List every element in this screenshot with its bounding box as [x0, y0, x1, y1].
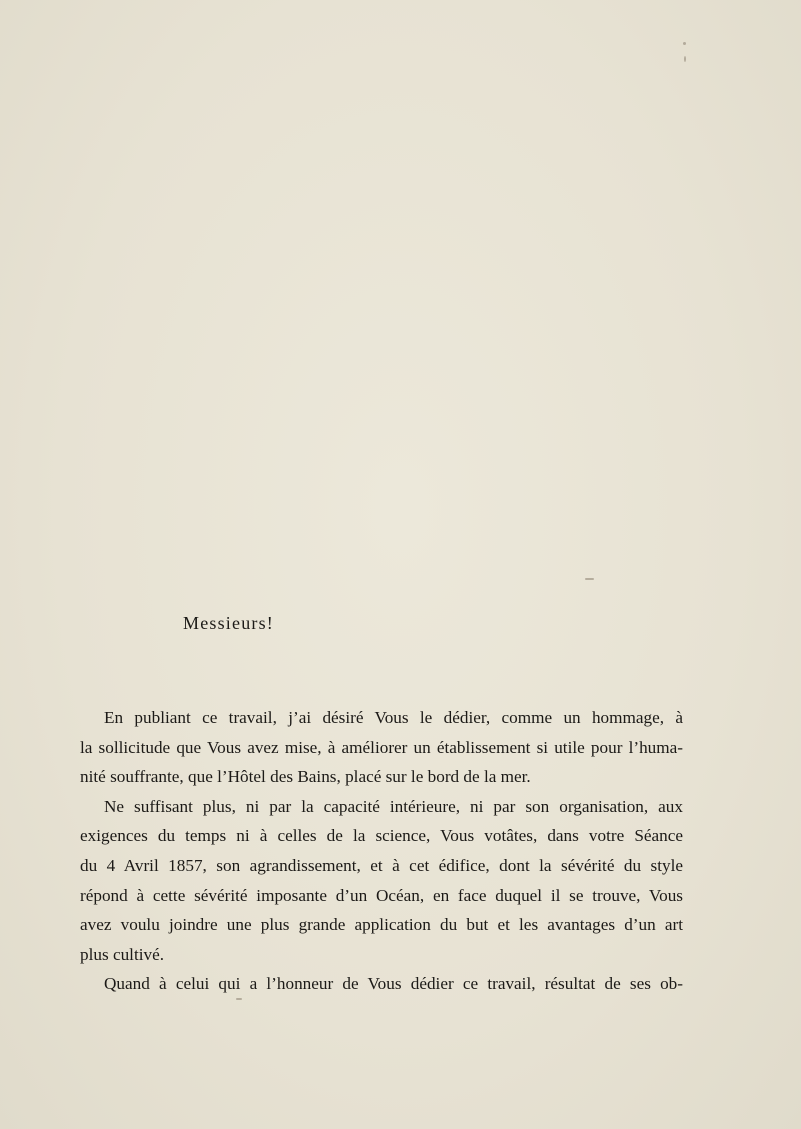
paper-speck — [684, 56, 686, 62]
body-line: En publiant ce travail, j’ai désiré Vous le dédier, comme un hommage, à — [104, 708, 683, 727]
body-line: du 4 Avril 1857, son agrandissement, et à cet édifice, dont la sévérité du style — [80, 855, 683, 875]
body-line: Ne suffisant plus, ni par la capacité intérieure, ni par son organisation, aux — [104, 796, 683, 816]
body-line: la sollicitude que Vous avez mise, à améliorer un établissement si utile pour l’huma- — [80, 737, 683, 757]
body-line: répond à cette sévérité imposante d’un Océan, en face duquel il se trouve, Vous — [80, 885, 683, 905]
body-line: exigences du temps ni à celles de la science, Vous votâtes, dans votre Séance — [80, 826, 683, 846]
paper-speck — [683, 42, 686, 45]
body-line: plus cultivé. — [80, 944, 165, 964]
body-line: nité souffrante, que l’Hôtel des Bains, placé sur le bord de la mer. — [80, 767, 531, 787]
letter-body — [80, 703, 683, 999]
salutation: Messieurs! — [183, 613, 274, 633]
paper-speck — [585, 578, 594, 580]
body-line: Quand à celui qui a l’honneur de Vous dédier ce travail, résultat de ses ob- — [104, 974, 683, 994]
body-line: avez voulu joindre une plus grande application du but et les avantages d’un art — [80, 915, 683, 935]
